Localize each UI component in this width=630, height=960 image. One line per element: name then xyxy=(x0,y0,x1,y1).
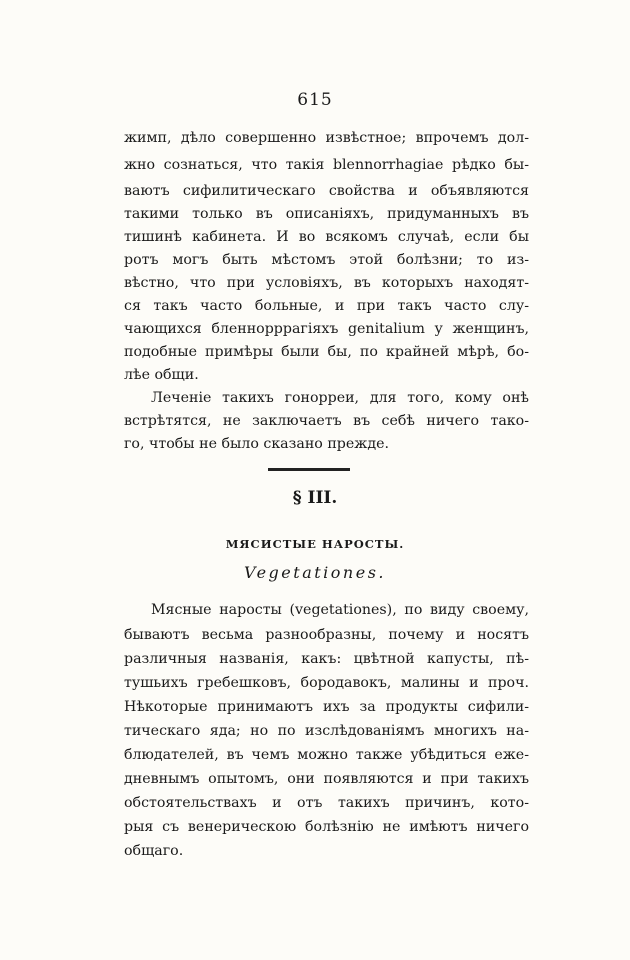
text-line: такими только въ описаніяхъ, придуманныхъ въ xyxy=(124,206,529,222)
text-line: обстоятельствахъ и отъ такихъ причинъ, кото- xyxy=(124,795,529,811)
text-line: жно сознаться, что такія blennorrhagiae рѣдко бы- xyxy=(124,157,529,173)
text-line: общаго. xyxy=(124,843,184,859)
text-line: Нѣкоторые принимаютъ ихъ за продукты сифили- xyxy=(124,699,529,715)
text-line: ся такъ часто больные, и при такъ часто слу- xyxy=(124,298,529,314)
section-divider xyxy=(268,468,350,471)
text-line: тическаго яда; но по изслѣдованіямъ многихъ на- xyxy=(124,723,529,739)
text-line: различныя названія, какъ: цвѣтной капусты, пѣ- xyxy=(124,651,529,667)
text-line: чающихся бленнорррагіяхъ genitalium у женщинъ, xyxy=(124,321,529,337)
text-line: блюдателей, въ чемъ можно также убѣдиться еже- xyxy=(124,747,529,763)
text-line: дневнымъ опытомъ, они появляются и при такихъ xyxy=(124,771,529,787)
section-title: § III. xyxy=(292,488,338,508)
page-number: 615 xyxy=(297,90,333,110)
text-line: рыя съ венерическою болѣзнію не имѣютъ ничего xyxy=(124,819,529,835)
latin-title: Vegetationes. xyxy=(244,563,386,582)
text-line: Леченіе такихъ гонорреи, для того, кому онѣ xyxy=(151,390,529,406)
text-line: Мясные наросты (vegetationes), по виду своему, xyxy=(151,602,529,618)
text-line: лѣе общи. xyxy=(124,367,199,383)
text-line: жимп, дѣло совершенно извѣстное; впрочемъ дол- xyxy=(124,130,529,146)
text-line: тишинѣ кабинета. И во всякомъ случаѣ, если бы xyxy=(124,229,529,245)
text-line: ротъ могъ быть мѣстомъ этой болѣзни; то из- xyxy=(124,252,529,268)
text-line: тушьихъ гребешковъ, бородавокъ, малины и проч. xyxy=(124,675,529,691)
text-line: ваютъ сифилитическаго свойства и объявляются xyxy=(124,183,529,199)
text-line: встрѣтятся, не заключаетъ въ себѣ ничего тако- xyxy=(124,413,529,429)
text-line: вѣстно, что при условіяхъ, въ которыхъ находят- xyxy=(124,275,529,291)
text-line: го, чтобы не было сказано прежде. xyxy=(124,436,389,452)
section-subtitle: МЯСИСТЫЕ НАРОСТЫ. xyxy=(225,537,405,551)
text-line: подобные примѣры были бы, по крайней мѣрѣ, бо- xyxy=(124,344,529,360)
text-line: бываютъ весьма разнообразны, почему и носятъ xyxy=(124,627,529,643)
